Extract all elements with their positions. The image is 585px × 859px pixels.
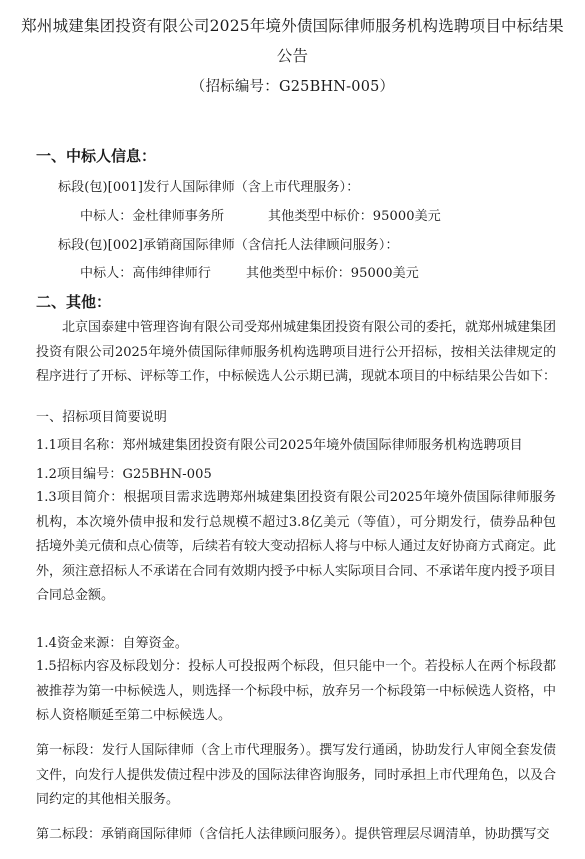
item-1-5: 1.5招标内容及标段划分：投标人可投报两个标段，但只能中一个。若投标人在两个标段都被推荐为第一中标候选人，则选择一个标段中标，放弃另一个标段第一中标候选人资格，中标人资格顺延至第二中标候选人。 (36, 659, 557, 723)
item-1-3: 1.3项目简介：根据项目需求选聘郑州城建集团投资有限公司2025年境外债国际律师服务机构，本次境外债申报和发行总规模不超过3.8亿美元（等值），可分期发行，债券品种包括境外美元债和点心债等，后续若有较大变动招标人将与中标人通过友好协商方式商定。此外，须注意招标人不承诺在合同有效期内授予中标人实际项目合同、不承诺年度内授予项目合同总金额。 (36, 490, 557, 603)
item-1-4: 1.4资金来源：自筹资金。 (36, 636, 188, 651)
intro-paragraph (36, 316, 556, 390)
lot1-label: 标段(包)[001]发行人国际律师（含上市代理服务）： (58, 180, 360, 195)
sub-heading: 一、招标项目简要说明 (36, 410, 168, 425)
section2-heading: 二、其他： (36, 293, 112, 311)
lot2-label: 标段(包)[002]承销商国际律师（含信托人法律顾问服务）： (58, 238, 399, 253)
lot2-description: 第二标段：承销商国际律师（含信托人法律顾问服务）。提供管理层尽调清单，协助撰写交 (36, 827, 550, 842)
document-title-line1: 郑州城建集团投资有限公司2025年境外债国际律师服务机构选聘项目中标结果 (21, 17, 564, 35)
item-1-2: 1.2项目编号：G25BHN-005 (36, 467, 212, 482)
lot1-price: 其他类型中标价：95000美元 (268, 209, 441, 224)
item-1-1: 1.1项目名称：郑州城建集团投资有限公司2025年境外债国际律师服务机构选聘项目 (36, 438, 523, 453)
section1-heading: 一、中标人信息： (36, 147, 157, 165)
intro-text: 北京国泰建中管理咨询有限公司受郑州城建集团投资有限公司的委托，就郑州城建集团投资有限公司2025年境外债国际律师服务机构选聘项目进行公开招标，按相关法律规定的程序进行了开标、评标等工作，中标候选人公示期已满，现就本项目的中标结果公告如下： (36, 320, 557, 384)
document-title-line2: 公告 (276, 47, 309, 65)
lot2-winner: 中标人：高伟绅律师行 (80, 266, 212, 281)
tender-number: （招标编号：G25BHN-005） (190, 79, 395, 95)
lot1-winner: 中标人：金杜律师事务所 (80, 209, 225, 224)
lot2-price: 其他类型中标价：95000美元 (246, 266, 419, 281)
lot1-description: 第一标段：发行人国际律师（含上市代理服务）。撰写发行通函，协助发行人审阅全套发债文件，向发行人提供发债过程中涉及的国际法律咨询服务，同时承担上市代理角色，以及合同约定的其他相关服务。 (36, 743, 557, 807)
